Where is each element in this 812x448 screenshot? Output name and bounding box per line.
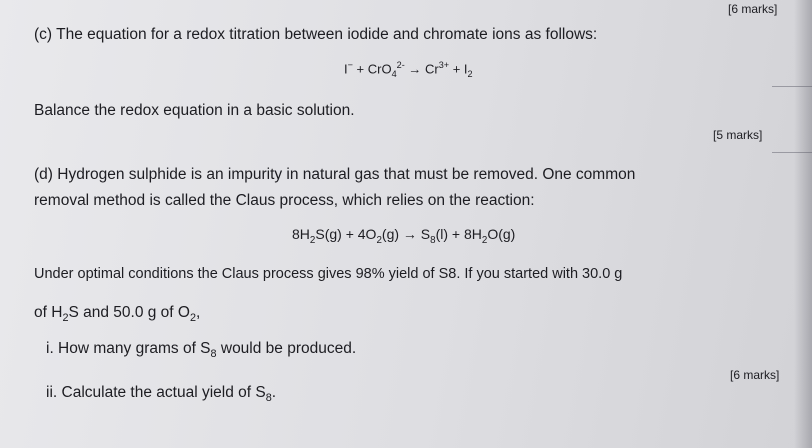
claus-equation: $8H_2S(g) + 4O_2(g) \to S_8(l) + 8H_2O(g)$ — [292, 226, 516, 246]
part-c-question — [34, 26, 597, 44]
conditions-line2: of $H_2S$ and 50.0 g of $O_2$, — [34, 304, 201, 325]
marks-top: [6 marks] — [728, 2, 778, 16]
marks-d: [6 marks] — [730, 368, 780, 382]
part-d-line1: (d) Hydrogen sulphide is an impurity in natural gas that must be removed. One common — [34, 166, 636, 183]
question-ii: ii. Calculate the actual yield of $S_8$. — [46, 384, 277, 405]
page-edge-shadow — [794, 0, 812, 448]
conditions-line1: Under optimal conditions the Claus process gives 98% yield of S8. If you started with 30.0 g — [34, 266, 623, 282]
part-d-line2: removal method is called the Claus process, which relies on the reaction: — [34, 192, 535, 209]
iodide-chromate-equation: $I^- + CrO_4^{2-} \to Cr^{3+} + I_2$ — [344, 60, 473, 79]
part-c-label: (c) — [34, 26, 53, 43]
marks-c: [5 marks] — [713, 128, 763, 142]
question-i: i. How many grams of $S_8$ would be produced. — [46, 340, 357, 361]
part-d-label: (d) — [34, 166, 53, 183]
part-c-text: The equation for a redox titration between iodide and chromate ions as follows: — [56, 26, 598, 43]
part-c-instruction: Balance the redox equation in a basic solution. — [34, 102, 355, 119]
